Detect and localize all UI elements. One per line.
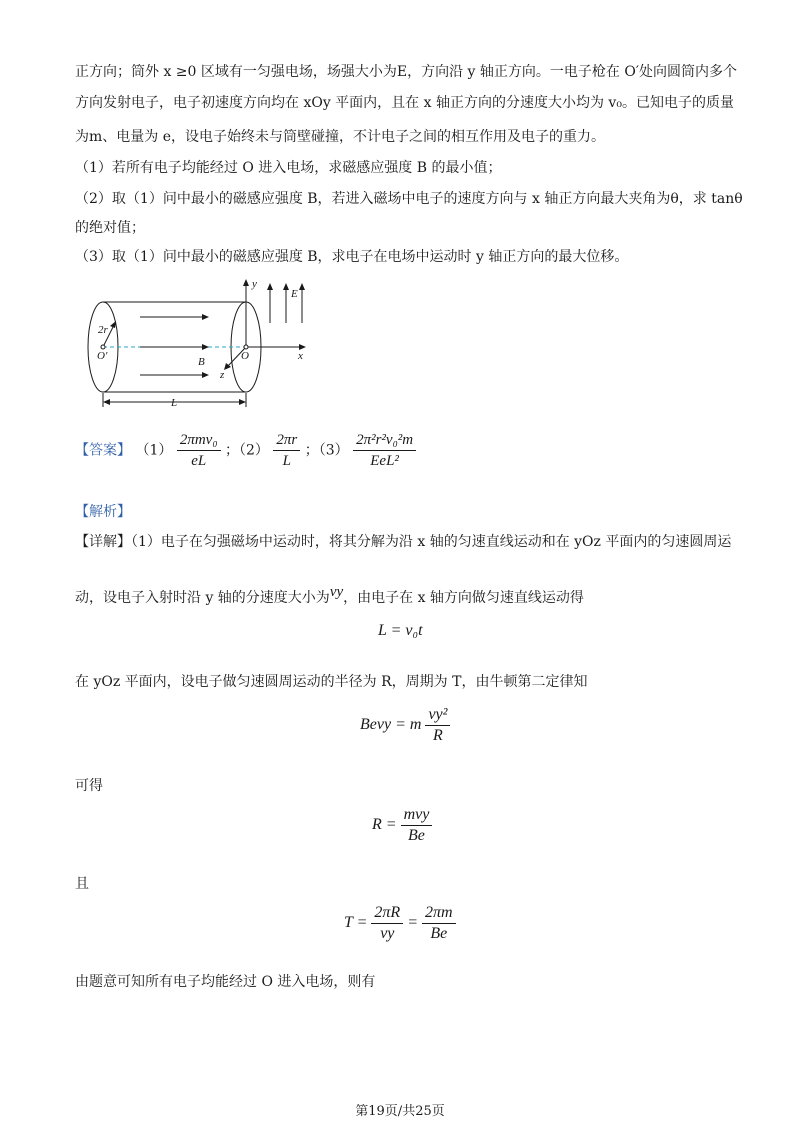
answer-3-denominator: EeL²: [370, 453, 399, 469]
detail-line-3: 在 yOz 平面内，设电子做匀速圆周运动的半径为 R，周期为 T，由牛顿第二定律知: [75, 674, 588, 690]
problem-line: 为m、电量为 e，设电子始终未与筒壁碰撞，不计电子之间的相互作用及电子的重力。: [75, 129, 606, 145]
equation-4-fraction-1: [371, 903, 403, 944]
question-3: （3）取（1）问中最小的磁感应强度 B，求电子在电场中运动时 y 轴正方向的最大位移。: [75, 249, 629, 265]
answer-2-denominator: L: [282, 453, 291, 469]
answer-separator-1: ；（2）: [225, 442, 269, 459]
cylinder-diagram: [80, 275, 340, 415]
equation-2-denominator: R: [433, 727, 443, 744]
detail-line-1: [75, 532, 731, 552]
equation-4-fraction-2: [422, 903, 456, 944]
question-2: （2）取（1）问中最小的磁感应强度 B，若进入磁场中电子的速度方向与 x 轴正方向最大夹角为θ，求 tanθ: [75, 191, 743, 207]
equation-3-denominator: Be: [408, 827, 425, 844]
equation-2-fraction: [425, 705, 450, 746]
detail-tag: 【详解】: [75, 534, 131, 550]
answer-part-1-label: （1）: [135, 442, 173, 459]
answer-2-fraction: [273, 430, 300, 471]
problem-line: 方向发射电子，电子初速度方向均在 xOy 平面内，且在 x 轴正方向的分速度大小均为 v₀。已知电子的质量: [75, 95, 734, 111]
equation-4-numerator-1: 2πR: [371, 903, 403, 924]
answer-line: [75, 430, 416, 471]
vy-symbol: vy: [329, 584, 344, 600]
answer-2-numerator: 2πr: [273, 430, 300, 451]
detail-text-1: （1）电子在匀强磁场中运动时，将其分解为沿 x 轴的匀速直线运动和在 yOz 平面内的匀速圆周运: [131, 534, 732, 550]
label-O: O: [241, 350, 249, 362]
equation-4-denominator-1: vy: [380, 925, 395, 942]
detail-text-2a: 动，设电子入射时沿 y 轴的分速度大小为: [75, 590, 330, 606]
question-1: （1）若所有电子均能经过 O 进入电场，求磁感应强度 B 的最小值；: [75, 160, 502, 176]
detail-line-2: [75, 582, 584, 608]
answer-3-fraction: [353, 430, 416, 471]
problem-line: 的绝对值；: [75, 220, 145, 236]
answer-separator-2: ；（3）: [304, 442, 349, 459]
equation-3-numerator: mvy: [401, 805, 433, 826]
detail-line-5: 且: [75, 876, 89, 892]
equation-4-denominator-2: Be: [430, 925, 448, 942]
label-r: 2r: [98, 324, 108, 336]
equation-2-numerator: vy²: [425, 705, 450, 726]
analysis-tag: 【解析】: [75, 504, 131, 520]
equation-4: [344, 903, 456, 944]
equation-3-left: R =: [372, 816, 397, 834]
label-x: x: [298, 350, 303, 362]
label-L: L: [171, 397, 178, 409]
label-B: B: [198, 356, 205, 368]
equation-1: L = v₀t: [378, 622, 423, 639]
problem-line: 正方向；筒外 x ≥0 区域有一匀强电场，场强大小为E，方向沿 y 轴正方向。一电子枪在 O′处向圆筒内多个: [75, 64, 738, 80]
label-E: E: [291, 288, 298, 300]
answer-3-numerator: 2π²r²v₀²m: [353, 430, 416, 451]
answer-1-numerator: 2πmv₀: [177, 430, 221, 451]
answer-1-denominator: eL: [191, 453, 207, 469]
equation-4-left: T =: [344, 914, 368, 932]
equation-3: [372, 805, 432, 846]
equation-2: [360, 705, 450, 746]
equation-4-numerator-2: 2πm: [422, 903, 456, 924]
label-z: z: [220, 369, 225, 381]
answer-1-fraction: [177, 430, 221, 471]
detail-text-2b: ，由电子在 x 轴方向做匀速直线运动得: [343, 590, 584, 606]
answer-tag: 【答案】: [75, 442, 131, 459]
equation-4-equals: =: [407, 914, 418, 932]
equation-3-fraction: [401, 805, 433, 846]
label-O-prime: O′: [97, 350, 108, 362]
label-y: y: [252, 278, 257, 290]
page-footer: 第19页/共25页: [355, 1104, 445, 1119]
detail-line-4: 可得: [75, 778, 103, 794]
detail-line-6: 由题意可知所有电子均能经过 O 进入电场，则有: [75, 974, 376, 990]
equation-2-left: Bevy = m: [360, 716, 422, 734]
